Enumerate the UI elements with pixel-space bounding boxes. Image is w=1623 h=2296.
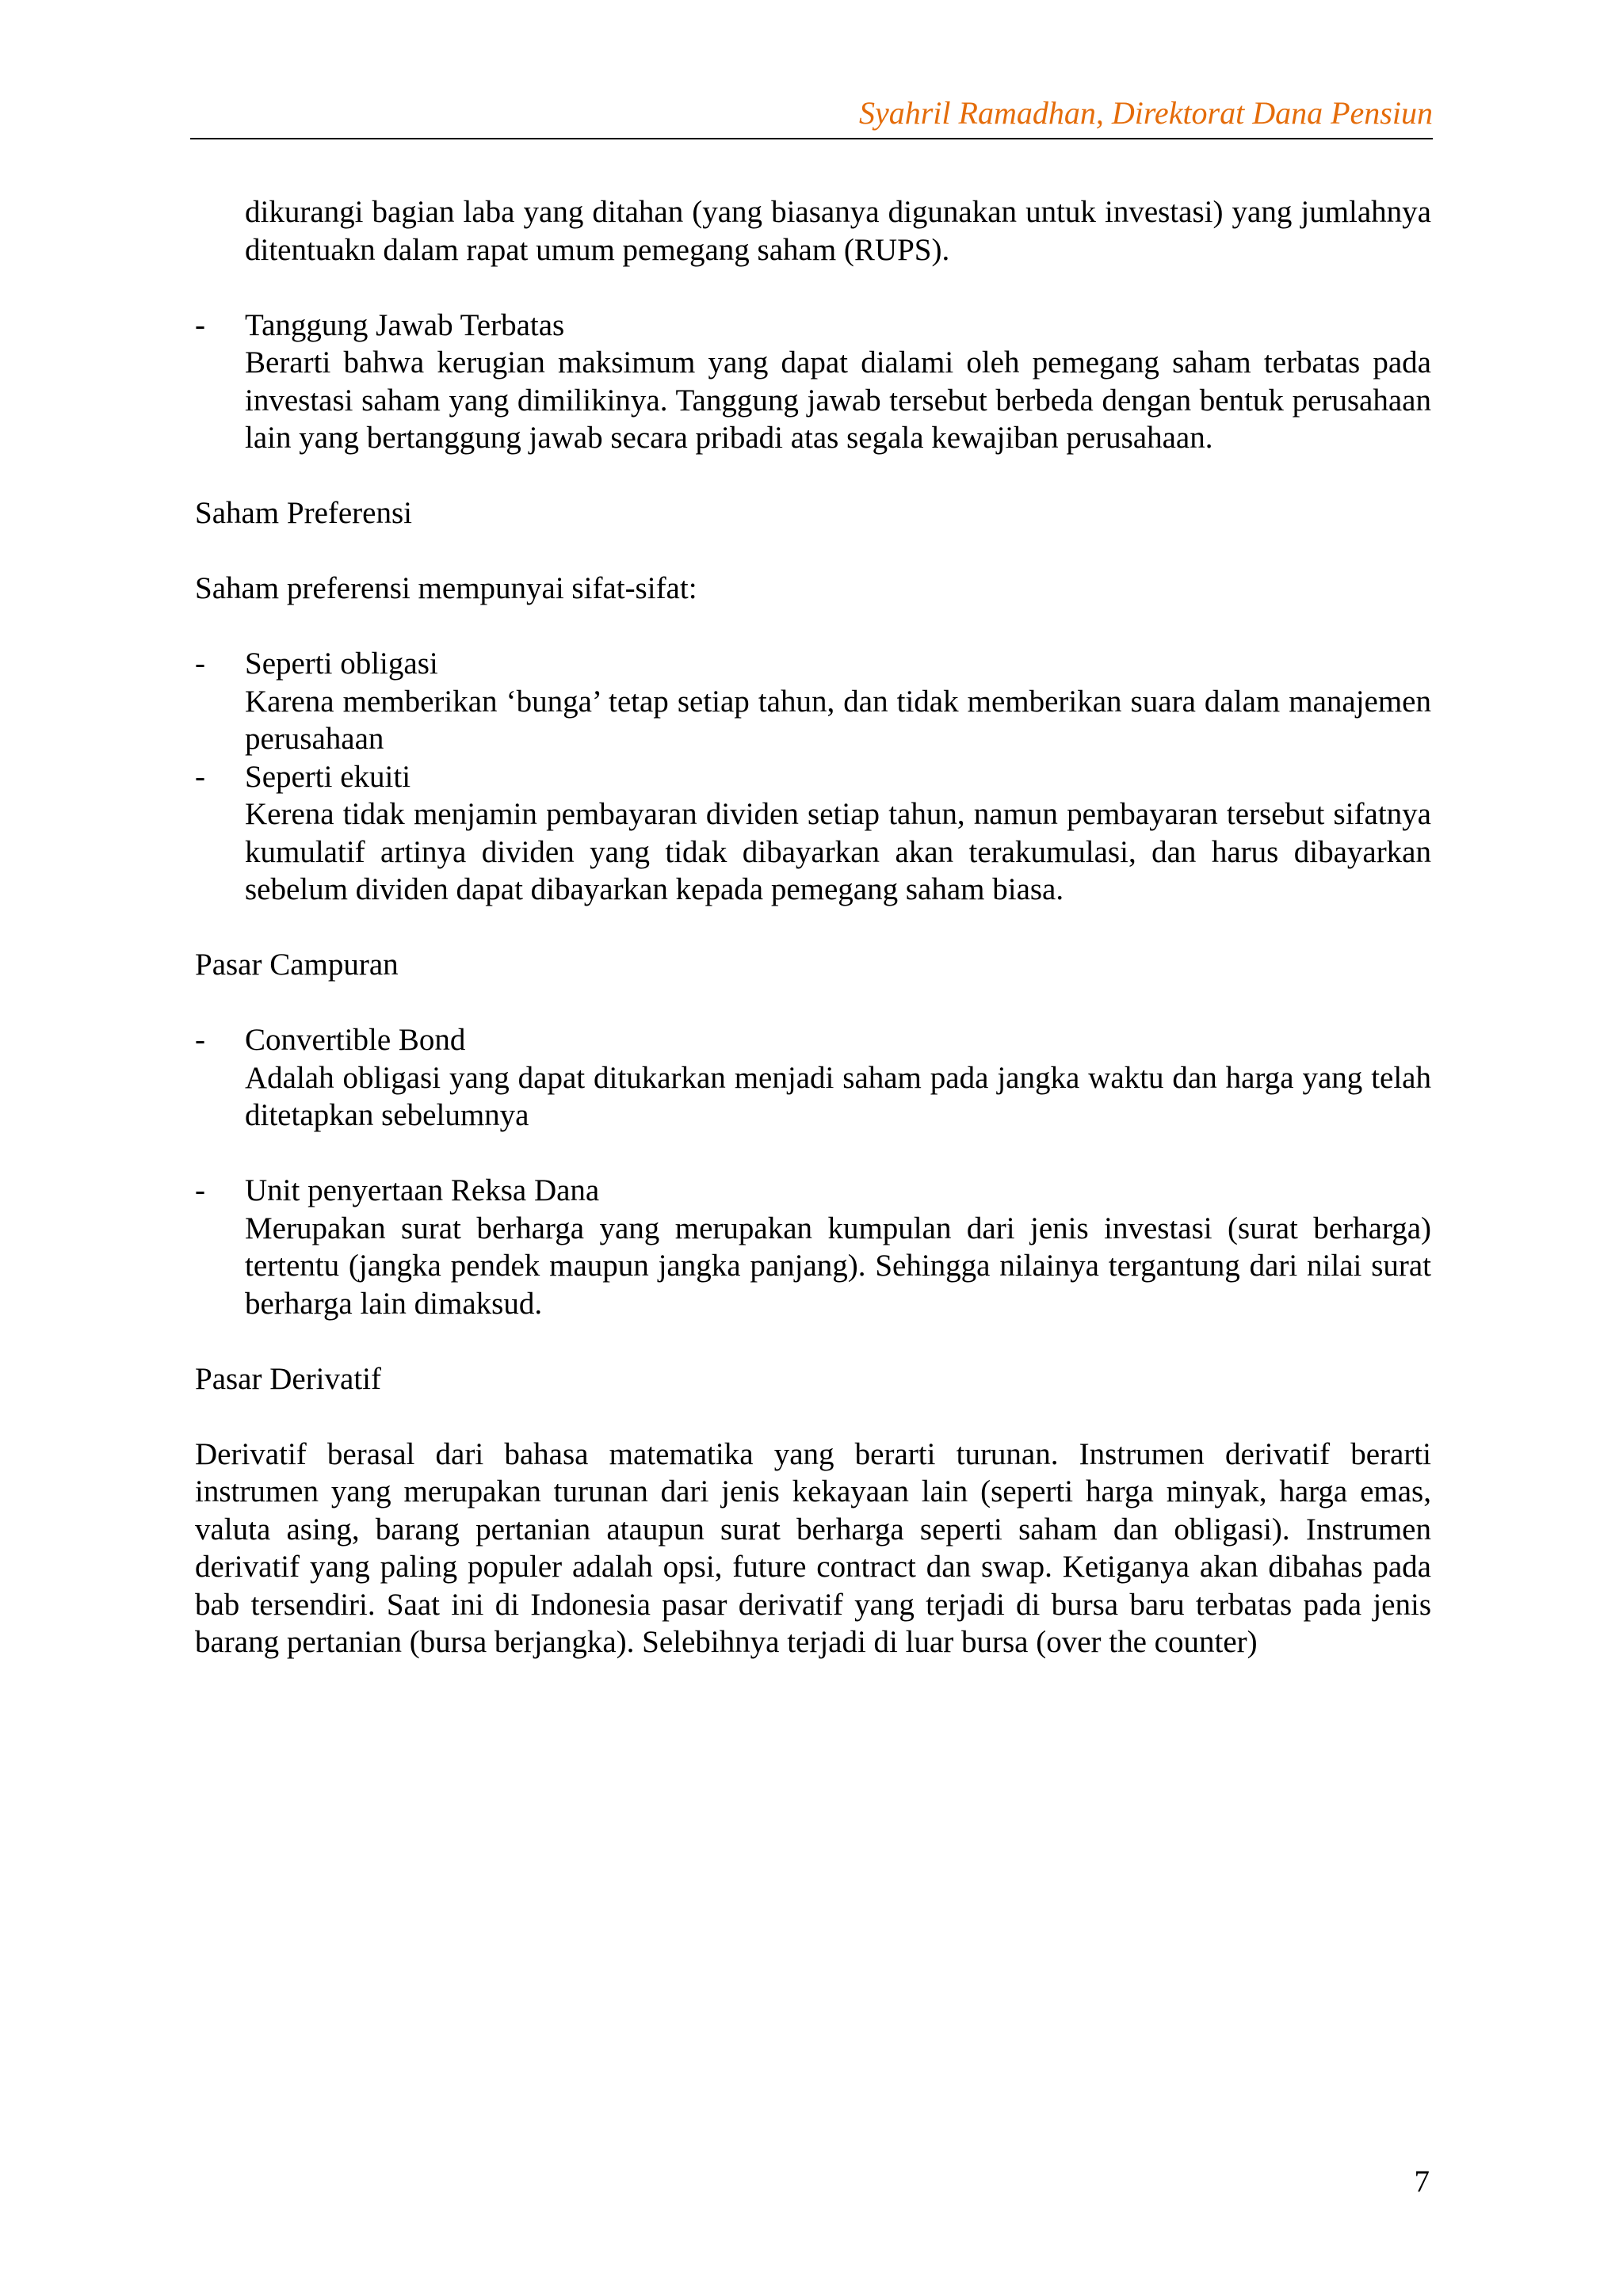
list-item-title: Convertible Bond (245, 1023, 466, 1057)
list-item-text: Adalah obligasi yang dapat ditukarkan menjadi saham pada jangka waktu dan harga yang telah ditetapkan sebelumnya (245, 1060, 1431, 1132)
list-item-bond-like (195, 645, 1431, 758)
spacer (195, 1398, 1431, 1436)
section-heading-preferred: Saham Preferensi (195, 496, 412, 530)
list-item-text: Berarti bahwa kerugian maksimum yang dapat dialami oleh pemegang saham terbatas pada investasi saham yang dimilikinya. Tanggung jawab tersebut berbeda dengan bentuk perusahaan lain yang bertanggung jawab secara pribadi atas segala kewajiban perusahaan. (245, 345, 1431, 455)
list-item-limited-liability (195, 307, 1431, 457)
list-item-mutual-fund-unit (195, 1172, 1431, 1322)
section-heading-derivative: Pasar Derivatif (195, 1361, 381, 1396)
list-item-text: Kerena tidak menjamin pembayaran dividen setiap tahun, namun pembayaran tersebut sifatnya kumulatif artinya dividen yang tidak dibayarkan akan terakumulasi, dan harus dibayarkan sebelum dividen dapat dibayarkan kepada pemegang saham biasa. (245, 797, 1431, 906)
spacer (195, 269, 1431, 307)
page-body (195, 193, 1431, 1661)
spacer (195, 984, 1431, 1022)
list-dash: - (195, 1023, 205, 1057)
list-dash: - (195, 307, 205, 342)
list-item-title: Seperti ekuiti (245, 759, 411, 794)
derivative-paragraph: Derivatif berasal dari bahasa matematika yang berarti turunan. Instrumen derivatif berarti instrumen yang merupakan turunan dari jenis kekayaan lain (seperti harga minyak, harga emas, valuta asing, barang pertanian ataupun surat berharga seperti saham dan obligasi). Instrumen derivatif yang paling populer adalah opsi, future contract dan swap. Ketiganya akan dibahas pada bab tersendiri. Saat ini di Indonesia pasar derivatif yang terjadi di bursa baru terbatas pada jenis barang pertanian (bursa berjangka). Selebihnya terjadi di luar bursa (over the counter) (195, 1436, 1431, 1659)
list-item-text: Karena memberikan ‘bunga’ tetap setiap tahun, dan tidak memberikan suara dalam manajemen perusahaan (245, 684, 1431, 756)
list-item-text: Merupakan surat berharga yang merupakan kumpulan dari jenis investasi (surat berharga) tertentu (jangka pendek maupun jangka panjang). Sehingga nilainya tergantung dari nilai surat berharga lain dimaksud. (245, 1211, 1431, 1321)
list-item-equity-like (195, 758, 1431, 909)
spacer (195, 1135, 1431, 1173)
list-dash: - (195, 1173, 205, 1207)
header-rule (190, 138, 1433, 139)
spacer (195, 909, 1431, 947)
spacer (195, 457, 1431, 495)
list-item-title: Unit penyertaan Reksa Dana (245, 1173, 600, 1207)
continuation-paragraph: dikurangi bagian laba yang ditahan (yang biasanya digunakan untuk investasi) yang jumlahnya ditentuakn dalam rapat umum pemegang saham (RUPS). (245, 195, 1431, 267)
list-dash: - (195, 759, 205, 794)
preferred-intro: Saham preferensi mempunyai sifat-sifat: (195, 571, 697, 605)
running-header: Syahril Ramadhan, Direktorat Dana Pensiun (858, 95, 1433, 131)
spacer (195, 608, 1431, 646)
page-number: 7 (1414, 2164, 1430, 2199)
list-item-convertible-bond (195, 1021, 1431, 1135)
list-dash: - (195, 646, 205, 681)
spacer (195, 1322, 1431, 1360)
section-heading-mixed-market: Pasar Campuran (195, 948, 399, 982)
list-item-title: Tanggung Jawab Terbatas (245, 307, 565, 342)
spacer (195, 532, 1431, 570)
list-item-title: Seperti obligasi (245, 646, 438, 681)
